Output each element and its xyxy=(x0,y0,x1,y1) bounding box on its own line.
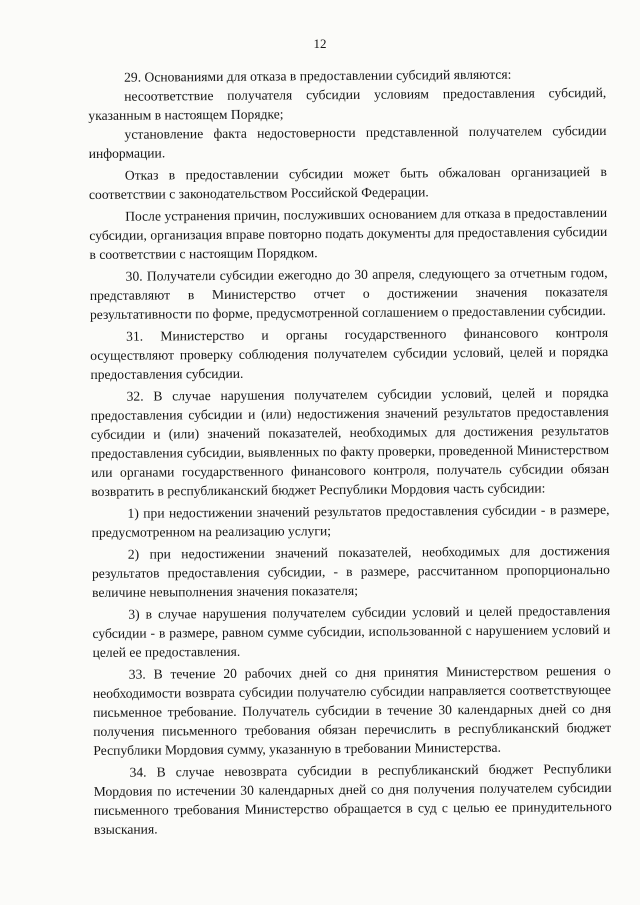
paragraph-33: 33. В течение 20 рабочих дней со дня принятия Министерством решения о необходимости возврата субсидии получателю субсидии направляется соответствующее письменное требование. Получатель субсидии в течение 30 календарных дней со дня получения письменного требования обязан перечислить в республиканский бюджет Республики Мордовия сумму, указанную в требовании Министерства. xyxy=(92,662,612,758)
paragraph-appeal: Отказ в предоставлении субсидии может быть обжалован организацией в соответствии с законодательством Российской Федерации. xyxy=(88,163,607,202)
paragraph-32-item-3: 3) в случае нарушения получателем субсидии условий и целей предоставления субсидии - в размере, равном сумме субсидии, использованной с нарушением условий и целей ее предоставления. xyxy=(92,602,611,660)
document-body xyxy=(88,64,612,839)
paragraph-32-item-1: 1) при недостижении значений результатов предоставления субсидии - в размере, предусмотренном на реализацию услуги; xyxy=(91,501,610,540)
paragraph-29-item-1: несоответствие получателя субсидии условиям предоставления субсидий, указанным в настоящем Порядке; xyxy=(88,84,607,123)
paragraph-29-item-2: установление факта недостоверности представленной получателем субсидии информации. xyxy=(88,122,607,161)
paragraph-32-item-2: 2) при недостижении значений показателей, необходимых для достижения результатов предоставления субсидии, - в размере, рассчитанном пропорционально величине невыполнения значения показателя; xyxy=(91,542,611,600)
paragraph-29: 29. Основаниями для отказа в предоставлении субсидий являются: xyxy=(124,66,512,85)
paragraph-31: 31. Министерство и органы государственного финансового контроля осуществляют проверку соблюдения получателем субсидии условий, целей и порядка предоставления субсидии. xyxy=(90,324,609,382)
paragraph-34: 34. В случае невозврата субсидии в республиканский бюджет Республики Мордовия по истечении 30 календарных дней со дня получения получателем субсидии письменного требования Министерство обращается в суд с целью ее принудительного взыскания. xyxy=(93,760,612,837)
page-number: 12 xyxy=(313,36,327,51)
paragraph-resubmission: После устранения причин, послуживших основанием для отказа в предоставлении субсидии, организация вправе повторно подать документы для предоставления субсидии в соответствии с настоящим Порядком. xyxy=(89,204,608,262)
paragraph-32: 32. В случае нарушения получателем субсидии условий, целей и порядка предоставления субсидии и (или) недостижения значений результатов предоставления субсидии и (или) значений показателей, необходимых для достижения результатов предоставления субсидии, выявленных по факту проверки, проведенной Министерством или органами государственного финансового контроля, получатель субсидии обязан возвратить в республиканский бюджет Республики Мордовия часть субсидии: xyxy=(90,384,610,499)
paragraph-30: 30. Получатели субсидии ежегодно до 30 апреля, следующего за отчетным годом, представляют в Министерство отчет о достижении значения показателя результативности по форме, предусмотренной соглашением о предоставлении субсидии. xyxy=(89,264,608,322)
